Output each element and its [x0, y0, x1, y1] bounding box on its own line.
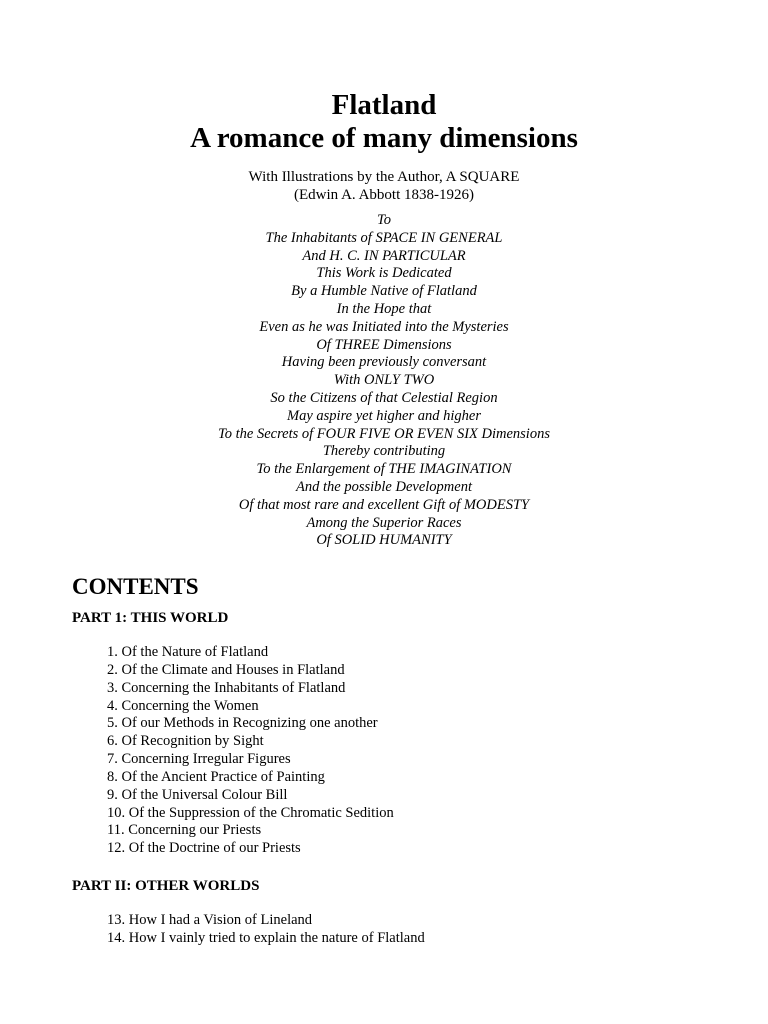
dedication-line: To the Secrets of FOUR FIVE OR EVEN SIX Dimensions — [218, 425, 550, 442]
toc-item[interactable] — [107, 805, 394, 823]
dedication-line: Of SOLID HUMANITY — [316, 532, 452, 549]
dedication-line: So the Citizens of that Celestial Region — [270, 389, 498, 406]
toc-item-label[interactable]: 7. Concerning Irregular Figures — [107, 751, 291, 768]
toc-item[interactable] — [107, 912, 425, 930]
toc-item-label[interactable]: 10. Of the Suppression of the Chromatic Sedition — [107, 804, 394, 821]
author-dates: (Edwin A. Abbott 1838-1926) — [294, 187, 474, 203]
toc-item[interactable] — [107, 769, 394, 787]
toc-item-label[interactable]: 3. Concerning the Inhabitants of Flatland — [107, 679, 346, 696]
byline — [0, 168, 768, 204]
toc-item[interactable] — [107, 733, 394, 751]
toc-item-label[interactable]: 11. Concerning our Priests — [107, 822, 262, 839]
dedication-line: To — [377, 212, 391, 228]
toc-item-label[interactable]: 4. Concerning the Women — [107, 697, 259, 714]
dedication-line: Of that most rare and excellent Gift of MODESTY — [238, 496, 530, 513]
book-title: Flatland — [331, 89, 437, 121]
dedication-line: Thereby contributing — [322, 443, 446, 460]
toc-item-label[interactable]: 12. Of the Doctrine of our Priests — [107, 840, 301, 857]
dedication-line: By a Humble Native of Flatland — [291, 283, 477, 300]
toc-item[interactable] — [107, 715, 394, 733]
toc-item-label[interactable]: 2. Of the Climate and Houses in Flatland — [107, 661, 345, 678]
dedication-line: Of THREE Dimensions — [316, 336, 452, 353]
contents-heading: CONTENTS — [72, 574, 199, 599]
part-2-heading: PART II: OTHER WORLDS — [72, 878, 260, 894]
dedication-line: May aspire yet higher and higher — [287, 407, 481, 424]
dedication-line: To the Enlargement of THE IMAGINATION — [256, 461, 512, 478]
toc-item-label[interactable]: 14. How I vainly tried to explain the nature of Flatland — [107, 929, 425, 946]
title-block — [0, 89, 768, 155]
dedication-line: Even as he was Initiated into the Mysteries — [259, 318, 509, 335]
part-1-chapter-list — [107, 644, 394, 858]
author-credit: With Illustrations by the Author, A SQUARE — [248, 169, 520, 185]
toc-item-label[interactable]: 1. Of the Nature of Flatland — [107, 644, 269, 660]
toc-item[interactable] — [107, 822, 394, 840]
toc-item[interactable] — [107, 698, 394, 716]
toc-item[interactable] — [107, 840, 394, 858]
toc-item[interactable] — [107, 787, 394, 805]
dedication-line: In the Hope that — [336, 300, 432, 317]
toc-item-label[interactable]: 9. Of the Universal Colour Bill — [107, 786, 288, 803]
toc-item[interactable] — [107, 930, 425, 948]
book-subtitle: A romance of many dimensions — [190, 122, 578, 154]
toc-item[interactable] — [107, 680, 394, 698]
toc-item[interactable] — [107, 751, 394, 769]
part-2-chapter-list — [107, 912, 425, 948]
toc-item-label[interactable]: 13. How I had a Vision of Lineland — [107, 912, 313, 928]
part-1-heading: PART 1: THIS WORLD — [72, 610, 229, 626]
dedication — [0, 212, 768, 550]
dedication-line: The Inhabitants of SPACE IN GENERAL — [265, 229, 503, 246]
dedication-line: This Work is Dedicated — [316, 265, 452, 282]
toc-item-label[interactable]: 5. Of our Methods in Recognizing one another — [107, 715, 378, 732]
dedication-line: Among the Superior Races — [306, 514, 462, 531]
dedication-line: Having been previously conversant — [281, 354, 487, 371]
toc-item[interactable] — [107, 644, 394, 662]
dedication-line: And H. C. IN PARTICULAR — [302, 247, 466, 264]
toc-item[interactable] — [107, 662, 394, 680]
dedication-line: With ONLY TWO — [333, 372, 435, 389]
toc-item-label[interactable]: 8. Of the Ancient Practice of Painting — [107, 768, 325, 785]
toc-item-label[interactable]: 6. Of Recognition by Sight — [107, 733, 264, 750]
dedication-line: And the possible Development — [296, 478, 472, 495]
